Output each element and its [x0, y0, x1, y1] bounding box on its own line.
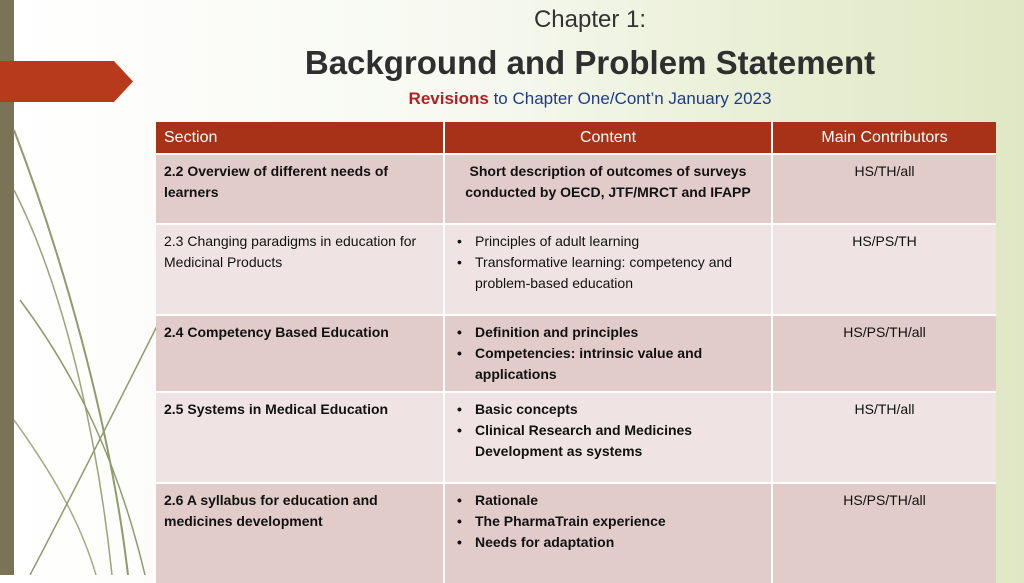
header-contributors: Main Contributors	[772, 122, 996, 154]
contributors-cell: HS/TH/all	[772, 392, 996, 483]
subtitle	[0, 89, 1024, 109]
table-row	[156, 483, 996, 583]
section-cell: 2.3 Changing paradigms in education for Medicinal Products	[156, 224, 444, 315]
list-item: • Needs for adaptation	[453, 532, 763, 553]
table-row	[156, 154, 996, 224]
contributors-cell: HS/PS/TH	[772, 224, 996, 315]
contributors-cell: HS/PS/TH/all	[772, 315, 996, 392]
list-item: • Rationale	[453, 490, 763, 511]
list-item: • Principles of adult learning	[453, 231, 763, 252]
section-cell: 2.5 Systems in Medical Education	[156, 392, 444, 483]
subtitle-rest: to Chapter One/Cont’n January 2023	[488, 89, 772, 108]
contributors-cell: HS/PS/TH/all	[772, 483, 996, 583]
chapter-label: Chapter 1:	[533, 6, 647, 33]
table-row	[156, 224, 996, 315]
contributors-cell: HS/TH/all	[772, 154, 996, 224]
list-item: • The PharmaTrain experience	[453, 511, 763, 532]
list-item: • Competencies: intrinsic value and applications	[453, 343, 763, 385]
content-cell	[444, 392, 772, 483]
contents-table	[156, 122, 996, 583]
section-cell: 2.2 Overview of different needs of learners	[156, 154, 444, 224]
section-cell: 2.6 A syllabus for education and medicines development	[156, 483, 444, 583]
section-cell: 2.4 Competency Based Education	[156, 315, 444, 392]
revisions-label: Revisions	[408, 89, 489, 108]
list-item: • Basic concepts	[453, 399, 763, 420]
table-header-row	[156, 122, 996, 154]
page-title: Background and Problem Statement	[304, 44, 876, 81]
content-cell: Short description of outcomes of surveys conducted by OECD, JTF/MRCT and IFAPP	[444, 154, 772, 224]
header-content: Content	[444, 122, 772, 154]
content-cell	[444, 483, 772, 583]
list-item: • Definition and principles	[453, 322, 763, 343]
content-cell	[444, 315, 772, 392]
table-row	[156, 315, 996, 392]
table-row	[156, 392, 996, 483]
list-item: • Transformative learning: competency and problem-based education	[453, 252, 763, 294]
list-item: • Clinical Research and Medicines Development as systems	[453, 420, 763, 462]
header-section: Section	[156, 122, 444, 154]
content-cell	[444, 224, 772, 315]
